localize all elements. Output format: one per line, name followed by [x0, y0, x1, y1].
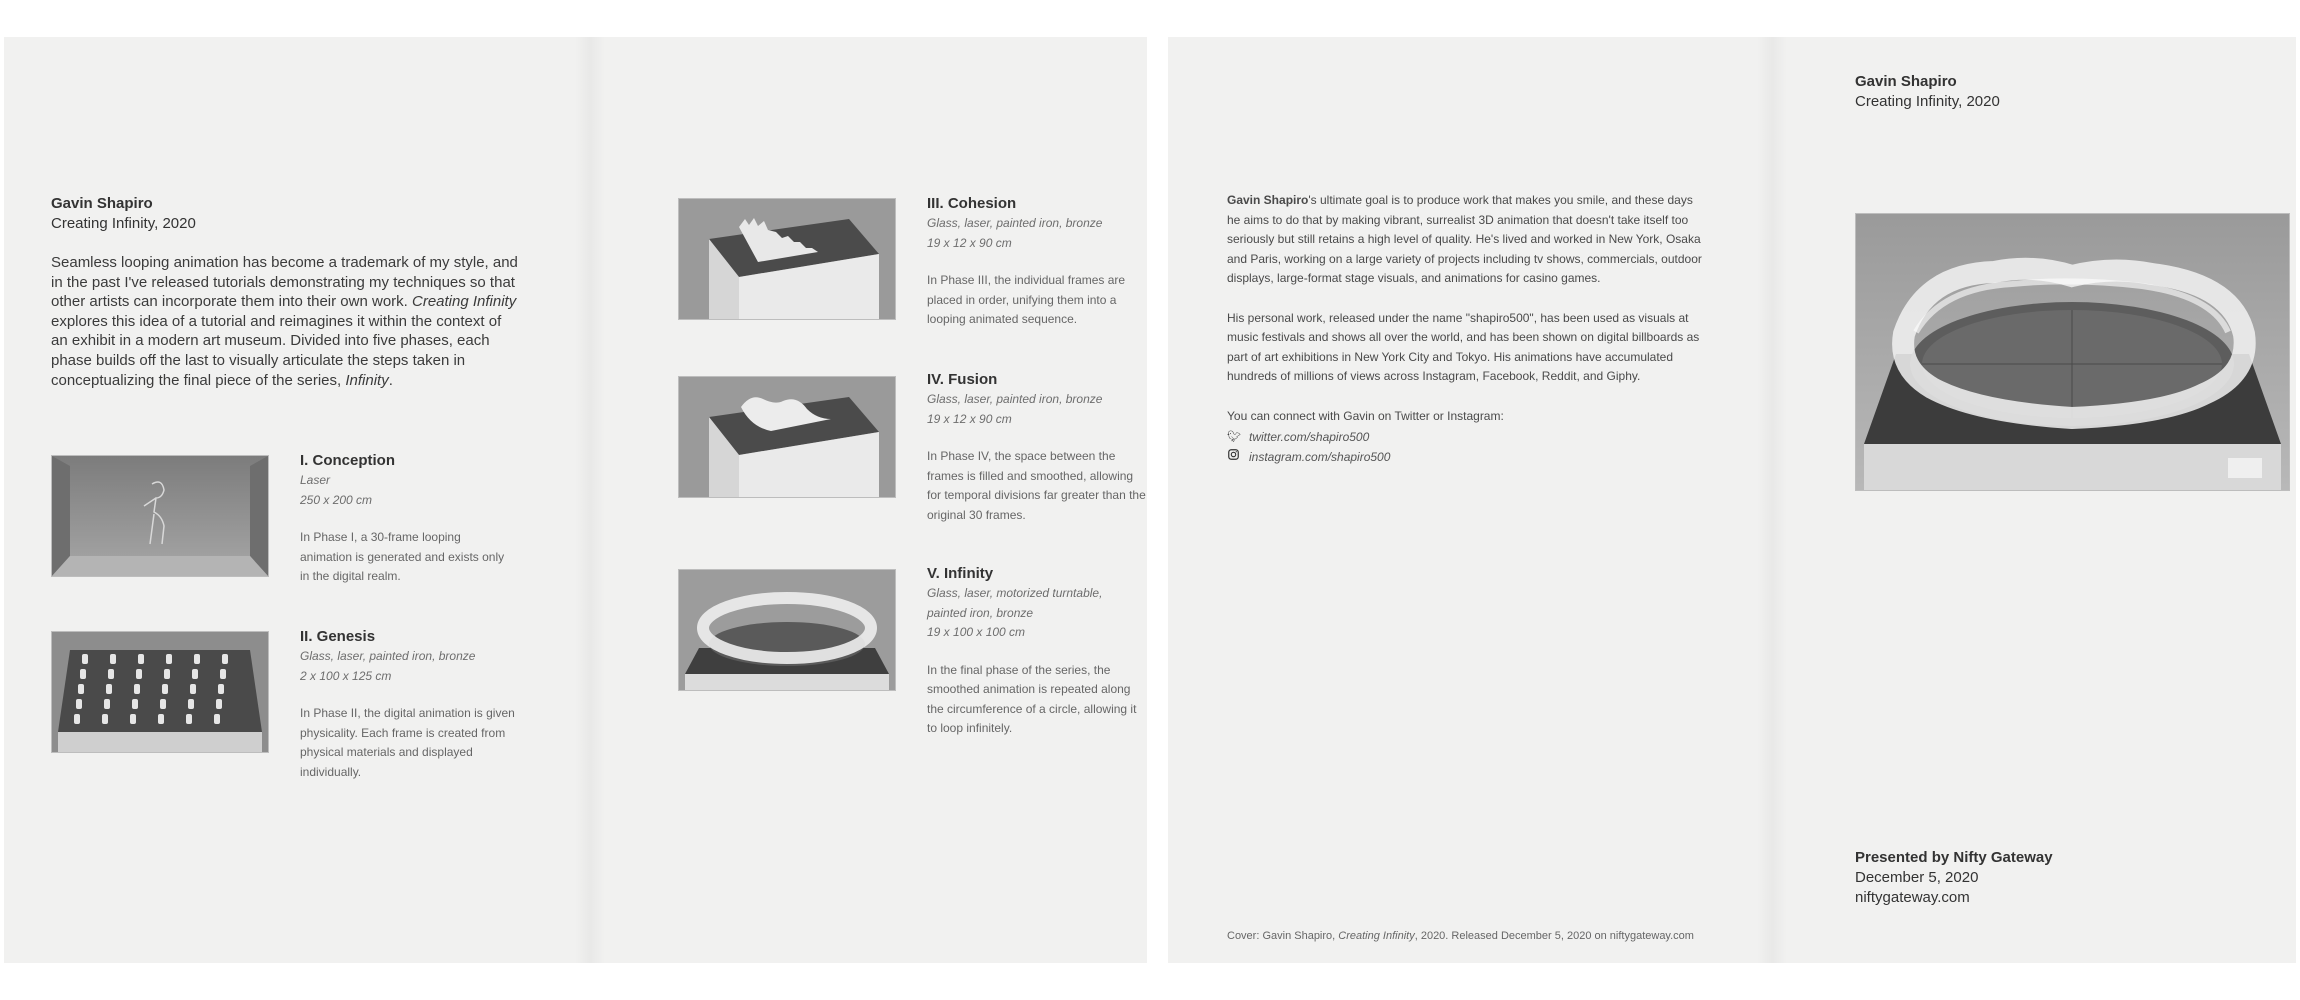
sculpture-frame-piece [162, 684, 168, 694]
sculpture-frame-piece [104, 699, 110, 709]
intro-text-2: explores this idea of a tutorial and reimagines it within the context of an exhibit in a modern art museum. Divided into five phases, each phase builds off the last to visually articulate the steps taken in conceptualizing the final piece of the series, [51, 312, 502, 389]
right-brochure-sheet [1168, 37, 2296, 963]
artwork-title: Creating Infinity, 2020 [1855, 93, 2000, 110]
sculpture-frame-piece [136, 669, 142, 679]
instagram-handle[interactable]: instagram.com/shapiro500 [1249, 450, 1391, 465]
left-header [51, 194, 196, 234]
phase-4-description: In Phase IV, the space between the frames is filled and smoothed, allowing for temporal divisions far greater than the original 30 frames. [927, 449, 1146, 522]
bio-text-1: 's ultimate goal is to produce work that makes you smile, and these days he aims to do that by making vibrant, surrealist 3D animation that doesn't take itself too seriously but still retains a high level of quality. He's lived and worked in New York, Osaka and Paris, working on a large variety of projects including tv shows, commercials, outdoor displays, large-format stage visuals, and animations for casino games. [1227, 193, 1702, 286]
phase-5-materials-line-1: Glass, laser, motorized turntable, [927, 586, 1103, 600]
presented-by: Presented by Nifty Gateway [1855, 849, 2053, 866]
right-header [1855, 72, 2000, 112]
phase-2-image [51, 631, 269, 753]
phase-5-description: In the final phase of the series, the smoothed animation is repeated along the circumference of a circle, allowing it to loop infinitely. [927, 662, 1137, 736]
sculpture-frame-piece [132, 699, 138, 709]
sculpture-frame-piece [108, 669, 114, 679]
phase-5-title: V. Infinity [927, 565, 994, 582]
sculpture-frame-piece [186, 714, 192, 724]
sculpture-frame-piece [110, 654, 116, 664]
sculpture-frame-piece [166, 654, 172, 664]
cover-artwork-image [1855, 213, 2290, 491]
fold-line [1757, 37, 1787, 963]
sculpture-frame-piece [82, 654, 88, 664]
phase-4-materials: Glass, laser, painted iron, bronze [927, 392, 1103, 406]
sculpture-frame-piece [218, 684, 224, 694]
bio-paragraph-2: His personal work, released under the name "shapiro500", has been used as visuals at music festivals and shows all over the world, and has been shown on digital billboards as part of art exhibitions in New York City and Tokyo. His animations have accumulated hundreds of millions of views across Instagram, Facebook, Reddit, and Giphy. [1227, 310, 1700, 384]
sculpture-frame-piece [158, 714, 164, 724]
cover-credit-prefix: Cover: Gavin Shapiro, [1227, 930, 1339, 942]
sculpture-frame-piece [214, 714, 220, 724]
sculpture-frame-piece [188, 699, 194, 709]
phase-1-description: In Phase I, a 30-frame looping animation is generated and exists only in the digital realm. [300, 530, 505, 584]
twitter-handle[interactable]: twitter.com/shapiro500 [1249, 430, 1370, 445]
twitter-icon: 🐦︎ [1227, 431, 1241, 444]
sculpture-frame-piece [78, 684, 84, 694]
sculpture-frame-piece [190, 684, 196, 694]
cover-credit [1227, 930, 1694, 942]
sculpture-frame-piece [138, 654, 144, 664]
intro-paragraph [51, 253, 521, 390]
phase-4-title: IV. Fusion [927, 371, 998, 388]
sculpture-frame-piece [130, 714, 136, 724]
cover-credit-suffix: , 2020. Released December 5, 2020 on niftygateway.com [1414, 930, 1694, 942]
intro-italic-infinity: Infinity [345, 371, 389, 389]
phase-4-text [927, 370, 1147, 525]
phase-2-dimensions: 2 x 100 x 125 cm [300, 668, 392, 683]
release-date: December 5, 2020 [1855, 869, 1979, 886]
instagram-link[interactable] [1227, 447, 1707, 467]
phase-3-description: In Phase III, the individual frames are placed in order, unifying them into a looping animated sequence. [927, 273, 1126, 327]
phase-2-materials: Glass, laser, painted iron, bronze [300, 649, 476, 663]
bio-artist-name: Gavin Shapiro [1227, 193, 1309, 207]
phase-2-description: In Phase II, the digital animation is given physicality. Each frame is created from physical materials and displayed individually. [300, 706, 515, 779]
phase-4-image [678, 376, 896, 498]
sculpture-frame-piece [216, 699, 222, 709]
phase-1-dimensions: 250 x 200 cm [300, 492, 373, 507]
phase-1-title: I. Conception [300, 452, 395, 469]
intro-text-1: Seamless looping animation has become a trademark of my style, and in the past I've released tutorials demonstrating my techniques so that other artists can incorporate them into their own work. [51, 254, 518, 311]
sculpture-frame-piece [102, 714, 108, 724]
bio-paragraph-1 [1227, 191, 1707, 289]
phase-3-image [678, 198, 896, 320]
fold-line [575, 37, 605, 963]
sculpture-frame-piece [222, 654, 228, 664]
phase-2-title: II. Genesis [300, 628, 376, 645]
sculpture-frame-piece [194, 654, 200, 664]
phase-5-dimensions: 19 x 100 x 100 cm [927, 625, 1026, 639]
sculpture-frame-piece [160, 699, 166, 709]
phase-5-text [927, 564, 1147, 739]
phase-1-image [51, 455, 269, 577]
sculpture-frame-piece [106, 684, 112, 694]
artist-bio [1227, 191, 1707, 467]
sculpture-frame-piece [192, 669, 198, 679]
phase-5-image [678, 569, 896, 691]
sculpture-frame-piece [74, 714, 80, 724]
phase-3-materials: Glass, laser, painted iron, bronze [927, 216, 1103, 230]
intro-text-3: . [388, 371, 393, 389]
sculpture-frame-piece [76, 699, 82, 709]
artist-name: Gavin Shapiro [1855, 73, 1957, 90]
phase-3-dimensions: 19 x 12 x 90 cm [927, 235, 1012, 250]
sculpture-frame-piece [164, 669, 170, 679]
presented-by-block [1855, 848, 2053, 908]
sculpture-frame-piece [134, 684, 140, 694]
twitter-link[interactable] [1227, 427, 1707, 447]
phase-4-dimensions: 19 x 12 x 90 cm [927, 411, 1012, 426]
phase-3-text [927, 194, 1147, 330]
phase-3-title: III. Cohesion [927, 195, 1017, 212]
left-brochure-sheet [4, 37, 1147, 963]
phase-5-materials-line-2: painted iron, bronze [927, 605, 1034, 620]
sculpture-frame-piece [80, 669, 86, 679]
instagram-icon [1227, 447, 1239, 467]
sculpture-frame-piece [220, 669, 226, 679]
phase-1-text [300, 451, 515, 587]
intro-italic-title: Creating Infinity [412, 293, 517, 311]
artwork-title: Creating Infinity, 2020 [51, 215, 196, 232]
phase-2-text [300, 627, 515, 782]
phase-1-materials: Laser [300, 473, 331, 487]
cover-credit-title: Creating Infinity [1338, 930, 1415, 942]
bio-paragraph-3: You can connect with Gavin on Twitter or Instagram: [1227, 408, 1504, 423]
website-link[interactable]: niftygateway.com [1855, 889, 1970, 906]
artist-name: Gavin Shapiro [51, 195, 153, 212]
